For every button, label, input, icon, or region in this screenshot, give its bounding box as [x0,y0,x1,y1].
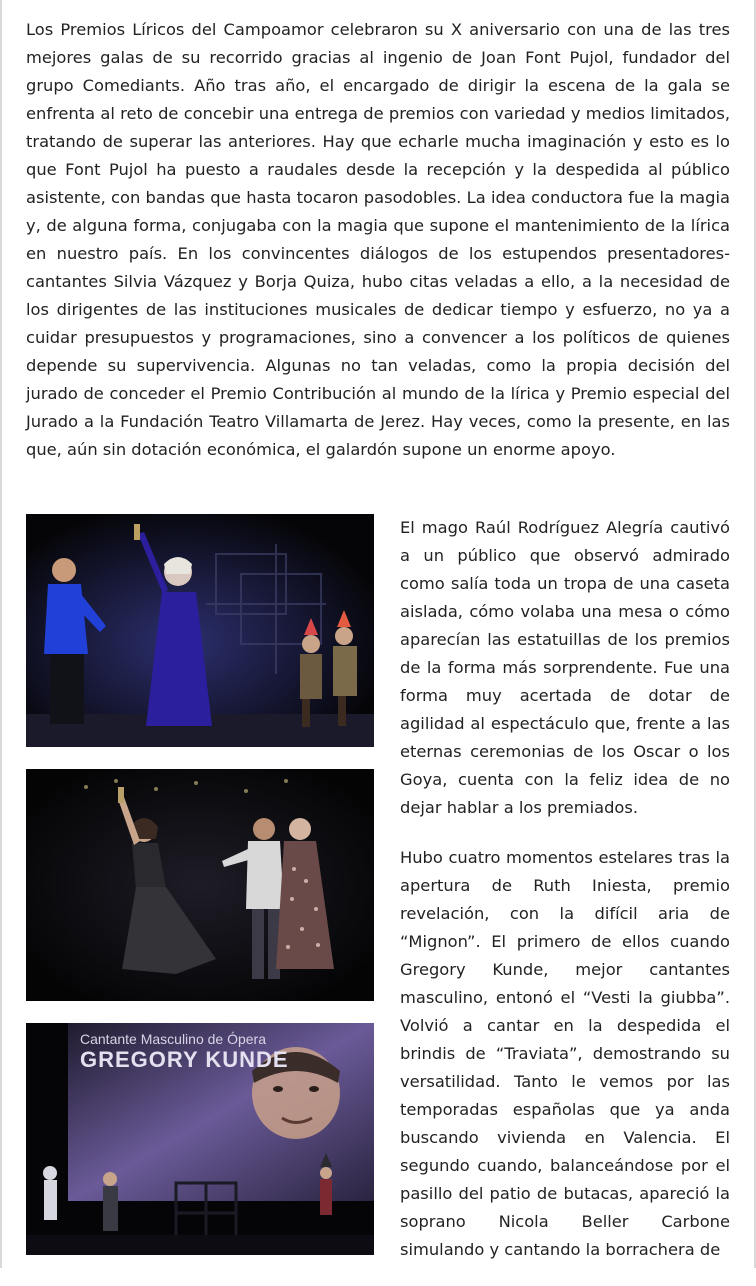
page-left-border [0,0,2,1268]
screen-caption: Cantante Masculino de Ópera [80,1031,266,1047]
side-column [400,514,730,1286]
screen-name: GREGORY KUNDE [80,1047,289,1072]
photo-award-gown [26,514,374,747]
intro-paragraph: Los Premios Líricos del Campoamor celebraron su X aniversario con una de las tres mejores galas de su recorrido gracias al ingenio de Joan Font Pujol, fundador del grupo Comediants. Año tras año, el encargado de dirigir la escena de la gala se enfrenta al reto de concebir una entrega de premios con variedad y medios limitados, tratando de superar las anteriores. Hay que echarle mucha imaginación y esto es lo que Font Pujol ha puesto a raudales desde la recepción y la despedida al público asistente, con bandas que hasta tocaron pasodobles. La idea conductora fue la magia y, de alguna forma, conjugaba con la magia que supone el mantenimiento de la lírica en nuestro país. En los convincentes diálogos de los estupendos presentadores-cantantes Silvia Vázquez y Borja Quiza, hubo citas veladas a ello, a la necesidad de los dirigentes de las instituciones musicales de dedicar tiempo y esfuerzo, no ya a cuidar presupuestos y programaciones, sino a convencer a los políticos de quienes depende su supervivencia. Algunas no tan veladas, como la propia decisión del jurado de conceder el Premio Contribución al mundo de la lírica y Premio especial del Jurado a la Fundación Teatro Villamarta de Jerez. Hay veces, como la presente, en las que, aún sin dotación económica, el galardón supone un enorme apoyo. [26,20,730,459]
paragraph-moments: Hubo cuatro momentos estelares tras la apertura de Ruth Iniesta, premio revelación, con la difícil aria de “Mignon”. El primero de ellos cuando Gregory Kunde, mejor cantantes masculino, entonó el “Vesti la giubba”. Volvió a cantar en la despedida el brindis de “Traviata”, demostrando su versatilidad. Tanto le vemos por las temporadas españolas que ya anda buscando vivienda en Valencia. El segundo cuando, balanceándose por el pasillo del patio de butacas, apareció la soprano Nicola Beller Carbone simulando y cantando la borrachera de [400,848,730,1259]
photo-dancing [26,769,374,1001]
paragraph-magic: El mago Raúl Rodríguez Alegría cautivó a un público que observó admirado como salía toda un tropa de una caseta aislada, cómo volaba una mesa o cómo aparecían las estatuillas de los premios de la forma más sorprendente. Fue una forma muy acertada de dotar de agilidad al espectáculo que, frente a las eternas ceremonias de los Oscar o los Goya, cuenta con la feliz idea de no dejar hablar a los premiados. [400,518,730,817]
photo-gregory-kunde-screen [26,1023,374,1255]
